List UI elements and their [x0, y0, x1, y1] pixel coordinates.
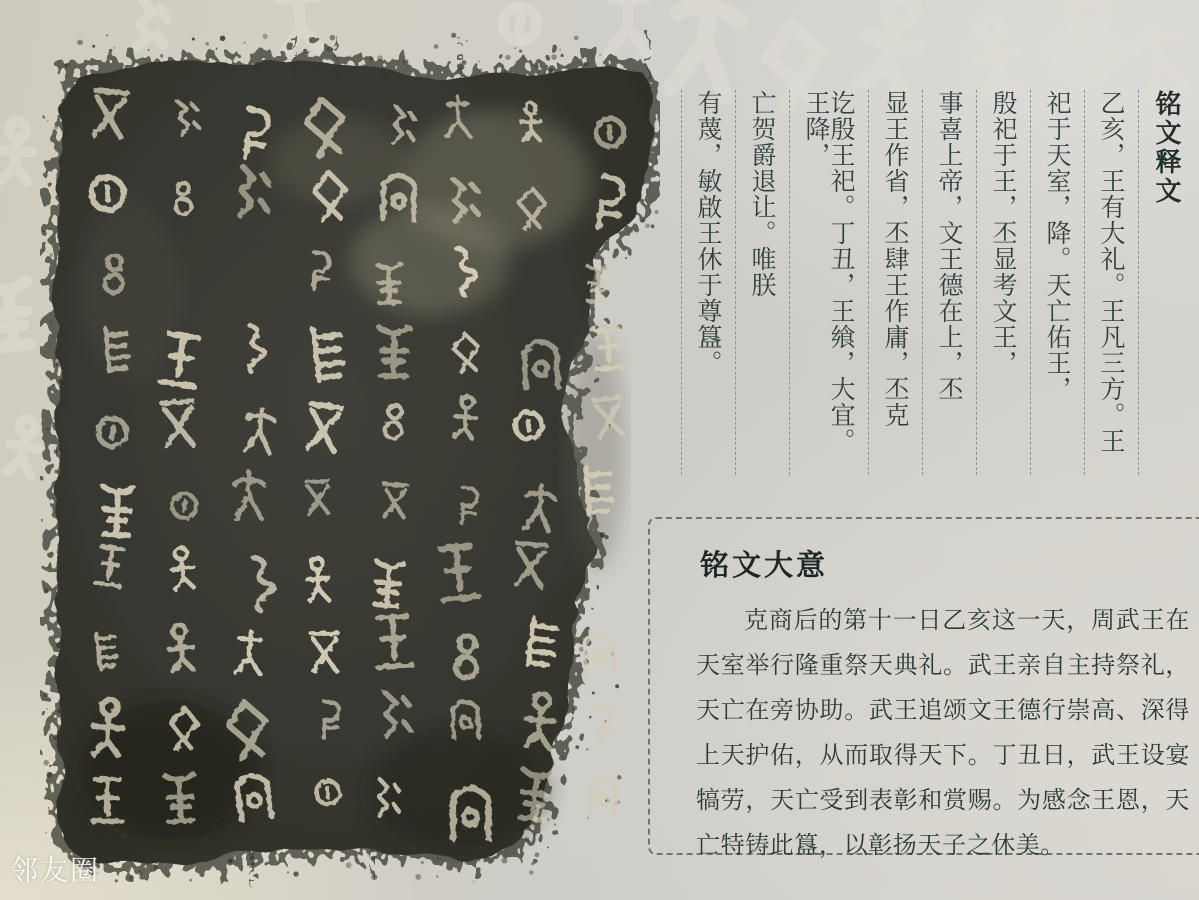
bronze-inscription-rubbing [40, 30, 660, 888]
inscription-transcription-section [681, 90, 1193, 475]
meaning-title: 铭文大意 [700, 548, 829, 582]
transcription-column: 显王作省，丕肆王作庸，丕克 [868, 90, 922, 475]
transcription-column: 讫殷王祀。丁丑，王飨，大宜。王降， [789, 90, 868, 475]
transcription-column: 亡贺爵退让。唯朕 [735, 90, 789, 475]
transcription-title: 铭文释文 [1138, 90, 1193, 475]
transcription-column: 有蔑，敏啟王休于尊簋。 [681, 90, 735, 475]
transcription-column: 事喜上帝，文王德在上，丕 [922, 90, 976, 475]
inscription-meaning-box [648, 517, 1199, 859]
watermark-logo: 邻友圈 [10, 854, 101, 887]
meaning-paragraph: 克商后的第十一日乙亥这一天，周武王在天室举行隆重祭天典礼。武王亲自主持祭礼，天亡在旁协助。武王追颂文王德行崇高、深得上天护佑，从而取得天下。丁丑日，武王设宴犒劳，天亡受到表彰和赏赐。为感念王恩，天亡特铸此簋，以彰扬天子之休美。 [696, 606, 1190, 859]
transcription-column: 祀于天室，降。天亡佑王， [1030, 90, 1084, 475]
transcription-column: 殷祀于王，丕显考文王， [976, 90, 1030, 475]
transcription-column: 乙亥，王有大礼。王凡三方。王 [1084, 90, 1138, 475]
